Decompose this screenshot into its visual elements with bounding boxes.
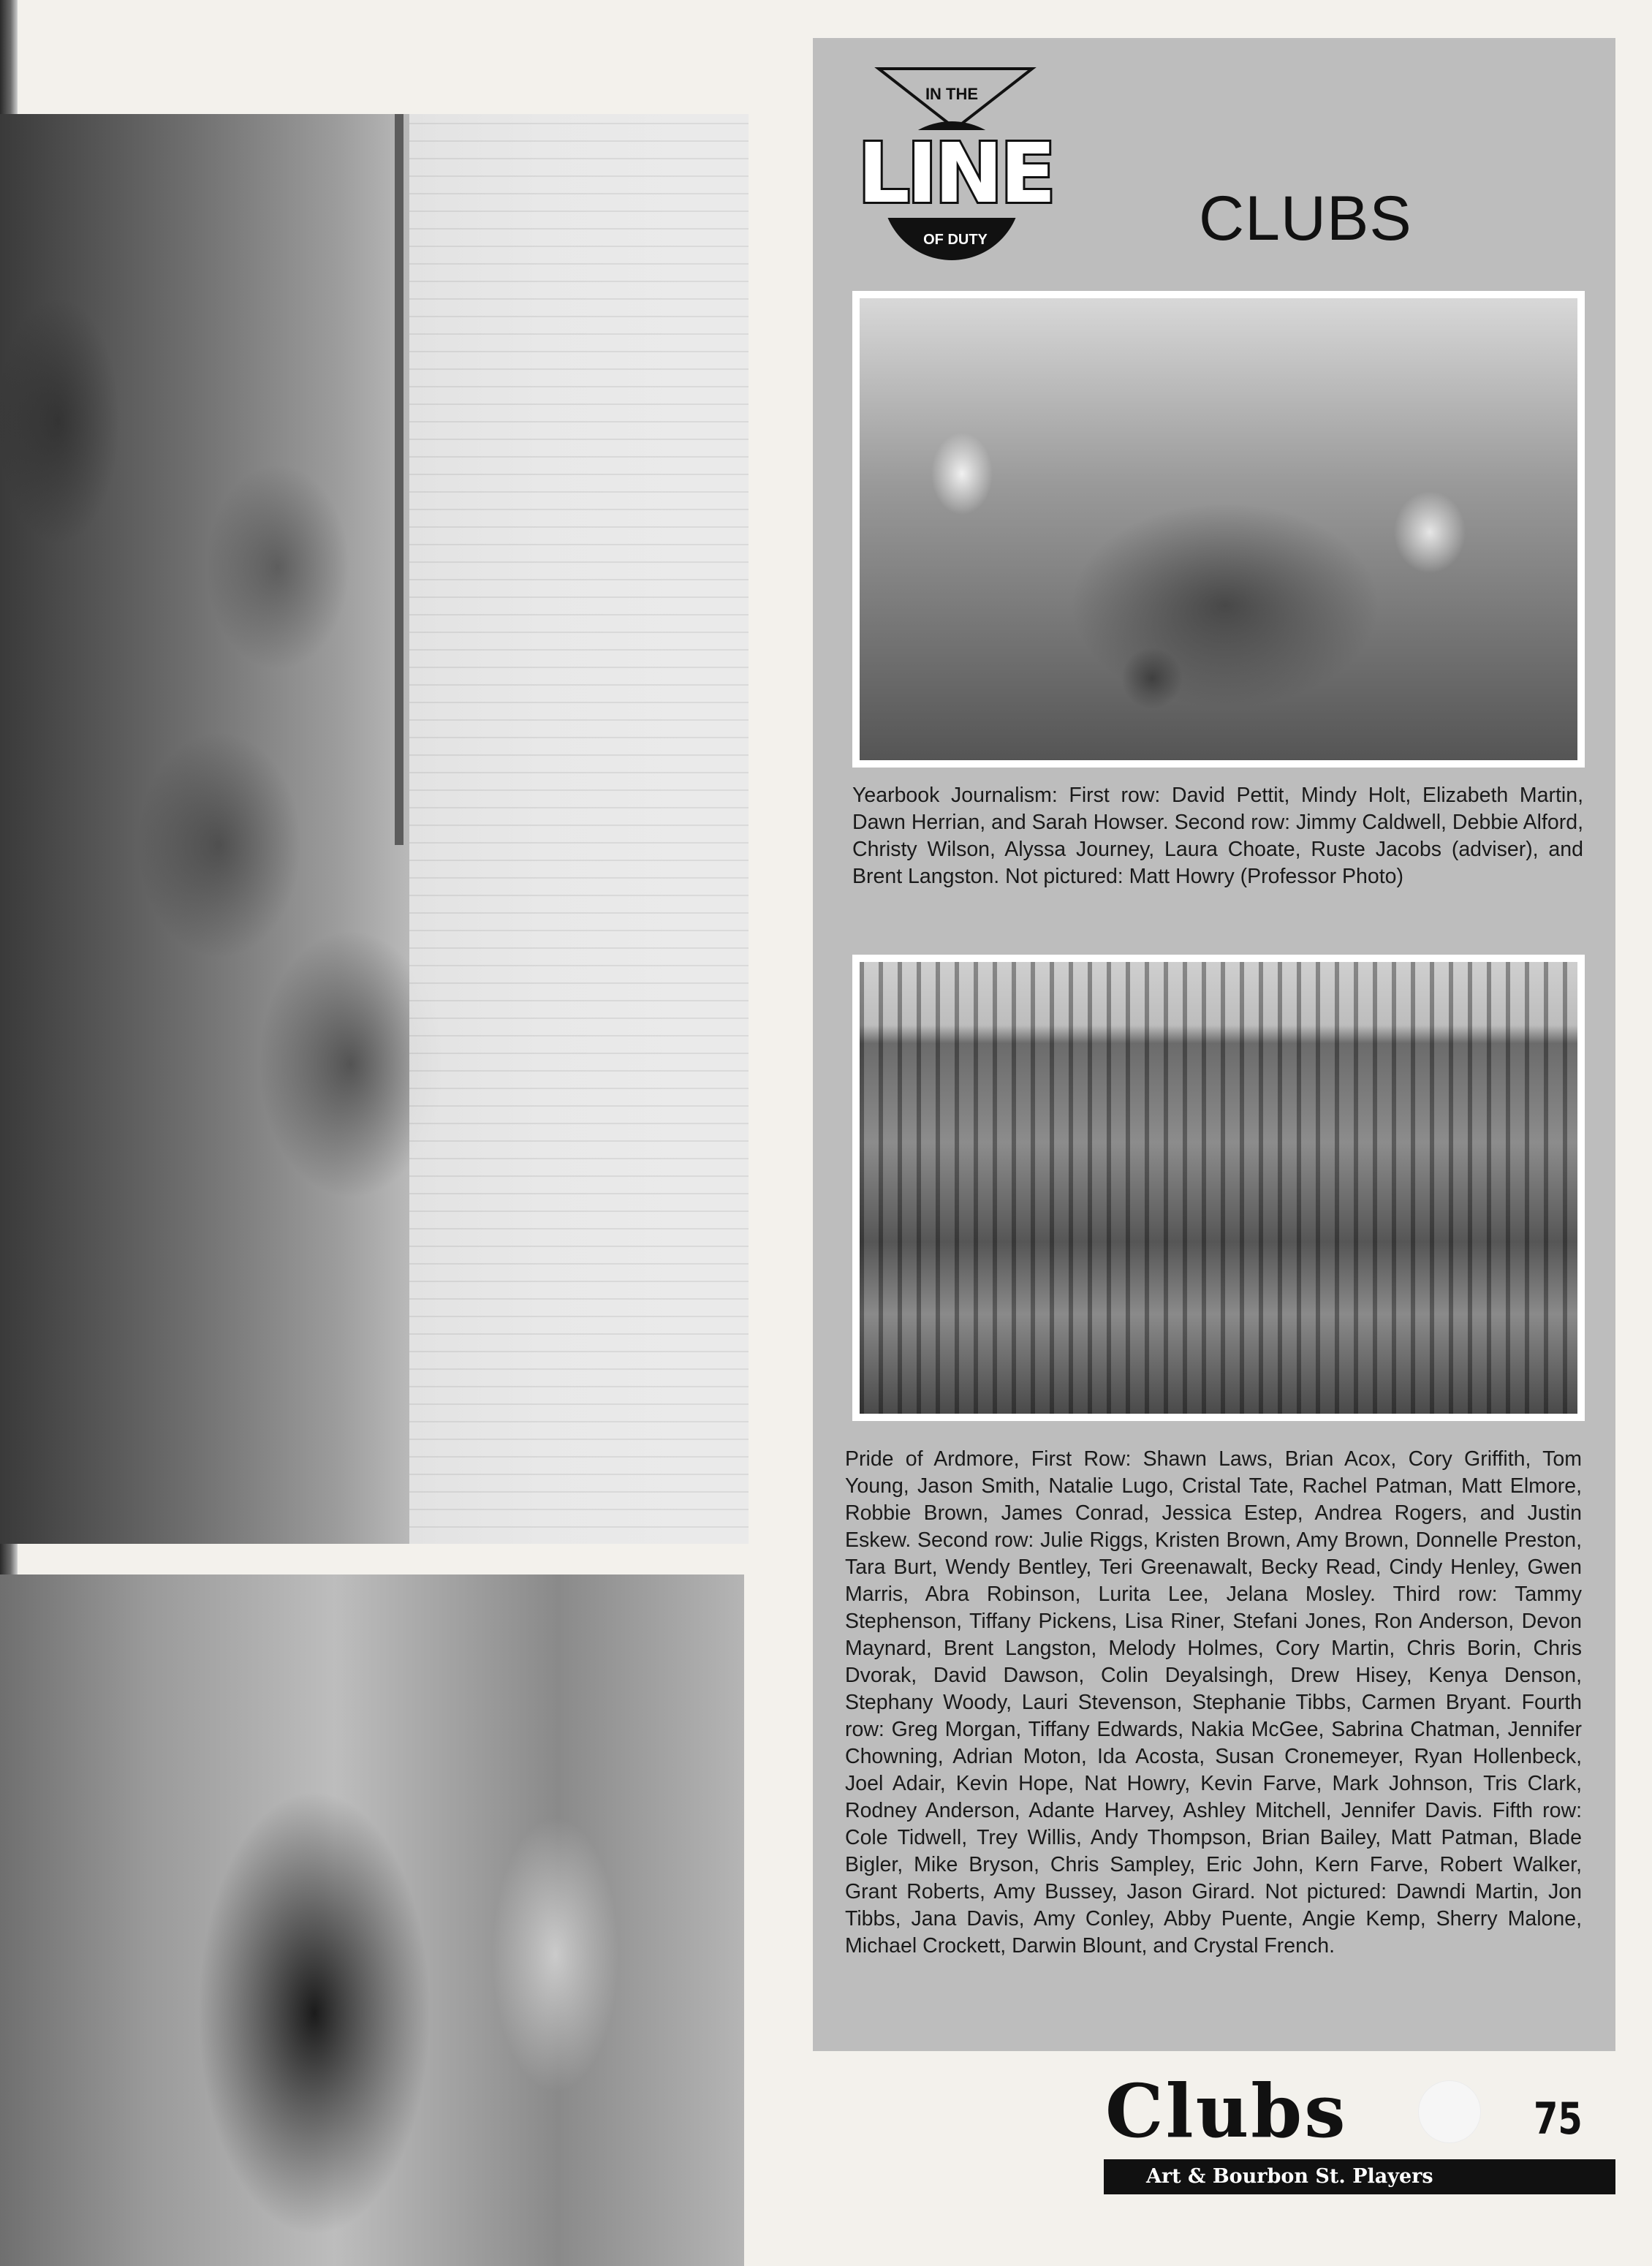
footer-subtitle-bar	[1104, 2159, 1615, 2194]
stair-rail	[395, 114, 403, 845]
yearbook-caption: Yearbook Journalism: First row: David Pettit, Mindy Holt, Elizabeth Martin, Dawn Herrian, and Sarah Howser. Second row: Jimmy Caldwell, Debbie Alford, Christy Wilson, Alyssa Journey, Laura Choate, Ruste Jacobs (adviser), and Brent Langston. Not pictured: Matt Howry (Professor Photo)	[852, 784, 1583, 888]
yearbook-staff-photo	[852, 291, 1585, 768]
students-on-stairs-photo	[0, 114, 749, 1544]
stage-performer-photo	[0, 1575, 744, 2266]
marching-band-photo	[852, 955, 1585, 1421]
footer-circle-mark	[1418, 2080, 1481, 2143]
in-the-line-of-duty-logo	[849, 63, 1061, 260]
logo-bottom-text: OF DUTY	[923, 232, 988, 248]
brick-wall	[409, 114, 749, 1544]
logo-big-text: LINE	[857, 126, 1053, 221]
footer-subtitle: Art & Bourbon St. Players	[1146, 2165, 1433, 2188]
footer-section-word: Clubs	[1105, 2068, 1348, 2154]
logo-top-text: IN THE	[925, 85, 979, 103]
page-number: 75	[1534, 2093, 1583, 2145]
section-title: CLUBS	[1199, 183, 1412, 254]
band-caption: Pride of Ardmore, First Row: Shawn Laws, Brian Acox, Cory Griffith, Tom Young, Jason Smith, Natalie Lugo, Cristal Tate, Rachel Patman, Matt Elmore, Robbie Brown, James Conrad, Jessica Estep, Andrea Rogers, and Justin Eskew. Second row: Julie Riggs, Kristen Brown, Amy Brown, Donnelle Preston, Tara Burt, Wendy Bentley, Teri Greenawalt, Becky Read, Cindy Henley, Gwen Marris, Abra Robinson, Lurita Lee, Jelana Mosley. Third row: Tammy Stephenson, Tiffany Pickens, Lisa Riner, Stefani Jones, Ron Anderson, Devon Maynard, Brent Langston, Melody Holmes, Cory Martin, Chris Borin, Chris Dvorak, David Dawson, Colin Deyalsingh, Drew Hisey, Kenya Denson, Stephany Woody, Lauri Stevenson, Stephanie Tibbs, Carmen Bryant. Fourth row: Greg Morgan, Tiffany Edwards, Nakia McGee, Sabrina Chatman, Jennifer Chowning, Adrian Moton, Ida Acosta, Susan Cronemeyer, Ryan Hollenbeck, Joel Adair, Kevin Hope, Nat Howry, Kevin Farve, Mark Johnson, Tris Clark, Rodney Anderson, Adante Harvey, Ashley Mitchell, Jennifer Davis. Fifth row: Cole Tidwell, Trey Willis, Andy Thompson, Brian Bailey, Matt Patman, Blade Bigler, Mike Bryson, Chris Sampley, Eric John, Kern Farve, Robert Walker, Grant Roberts, Amy Bussey, Jason Girard. Not pictured: Dawndi Martin, Jon Tibbs, Jana Davis, Amy Conley, Abby Puente, Angie Kemp, Sherry Malone, Michael Crockett, Darwin Blount, and Crystal French.	[845, 1447, 1582, 1958]
